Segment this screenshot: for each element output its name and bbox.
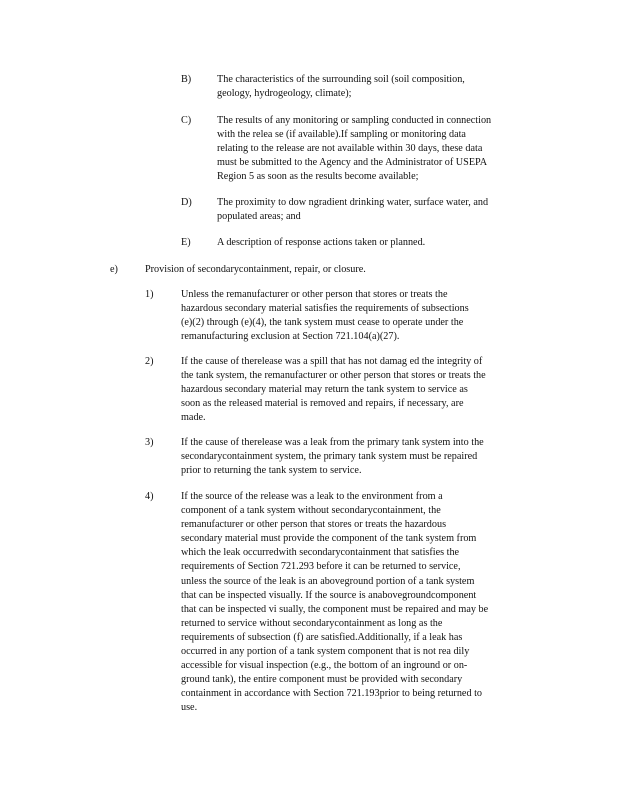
text-line: with the relea se (if available).If sampling or monitoring data xyxy=(217,129,466,141)
item-text xyxy=(145,263,475,277)
item-text xyxy=(217,114,537,184)
text-line: use. xyxy=(181,702,198,714)
text-line: ground tank), the entire component must be provided with secondary xyxy=(181,674,463,686)
text-line: soon as the released material is removed and repairs, if necessary, are xyxy=(181,398,464,410)
text-line: The characteristics of the surrounding soil (soil composition, xyxy=(217,74,465,85)
text-line: accessible for visual inspection (e.g., the bottom of an inground or on- xyxy=(181,660,468,672)
item-label: 3) xyxy=(145,437,154,448)
text-line: populated areas; and xyxy=(217,211,301,223)
text-line: The results of any monitoring or sampling conducted in connection xyxy=(217,115,492,126)
item-label: 1) xyxy=(145,289,154,300)
text-line: requirements of Section 721.293 before it can be returned to service, xyxy=(181,561,461,573)
text-line: containment in accordance with Section 721.193prior to being returned to xyxy=(181,688,483,700)
text-line: hazardous secondary material may return the tank system to service as xyxy=(181,384,468,396)
text-line: relating to the release are not available within 30 days, these data xyxy=(217,143,483,155)
item-label: e) xyxy=(110,264,118,275)
text-line: returned to service without secondarycontainment as long as the xyxy=(181,617,443,629)
text-line: (e)(2) through (e)(4), the tank system must cease to operate under the xyxy=(181,317,464,329)
text-line: If the cause of therelease was a spill that has not damag ed the integrity of xyxy=(181,356,483,367)
text-line: component of a tank system without secondarycontainment, the xyxy=(181,505,441,517)
text-line: The proximity to dow ngradient drinking water, surface water, and xyxy=(217,197,489,208)
text-line: the tank system, the remanufacturer or other person that stores or treats the xyxy=(181,370,486,382)
text-line: Unless the remanufacturer or other person that stores or treats the xyxy=(181,289,448,300)
item-text xyxy=(181,288,537,344)
text-line: geology, hydrogeology, climate); xyxy=(217,88,352,100)
text-line: remanufacturing exclusion at Section 721.104(a)(27). xyxy=(181,331,400,343)
text-line: unless the source of the leak is an aboveground portion of a tank system xyxy=(181,575,475,587)
text-line: made. xyxy=(181,412,206,424)
item-label: 2) xyxy=(145,356,154,367)
text-line: If the source of the release was a leak to the environment from a xyxy=(181,491,443,502)
item-label: 4) xyxy=(145,491,154,502)
text-line: secondary material must provide the component of the tank system from xyxy=(181,533,477,545)
item-label: C) xyxy=(181,115,192,126)
text-line: which the leak occurredwith secondarycontainment that satisfies the xyxy=(181,547,460,559)
text-line: that can be inspected visually. If the source is anabovegroundcomponent xyxy=(181,589,477,601)
item-label: B) xyxy=(181,74,192,85)
item-label: D) xyxy=(181,197,192,208)
item-text xyxy=(217,73,537,101)
text-line: remanufacturer or other person that stores or treats the hazardous xyxy=(181,519,447,531)
text-line: must be submitted to the Agency and the Administrator of USEPA xyxy=(217,157,488,169)
text-line: A description of response actions taken or planned. xyxy=(217,237,426,248)
text-line: prior to returning the tank system to service. xyxy=(181,465,362,477)
item-label: E) xyxy=(181,237,191,248)
text-line: Region 5 as soon as the results become available; xyxy=(217,171,419,183)
item-text xyxy=(217,196,537,224)
text-line: If the cause of therelease was a leak from the primary tank system into the xyxy=(181,437,484,448)
text-line: secondarycontainment system, the primary tank system must be repaired xyxy=(181,451,478,463)
item-text xyxy=(181,436,541,478)
item-text xyxy=(181,355,541,425)
text-line: occurred in any portion of a tank system component that is not rea dily xyxy=(181,646,470,658)
item-text xyxy=(181,490,543,716)
text-line: Provision of secondarycontainment, repair, or closure. xyxy=(145,264,366,275)
text-line: that can be inspected vi sually, the component must be repaired and may be xyxy=(181,603,489,615)
item-text xyxy=(217,236,537,250)
text-line: requirements of subsection (f) are satisfied.Additionally, if a leak has xyxy=(181,631,463,643)
text-line: hazardous secondary material satisfies the requirements of subsections xyxy=(181,303,469,315)
